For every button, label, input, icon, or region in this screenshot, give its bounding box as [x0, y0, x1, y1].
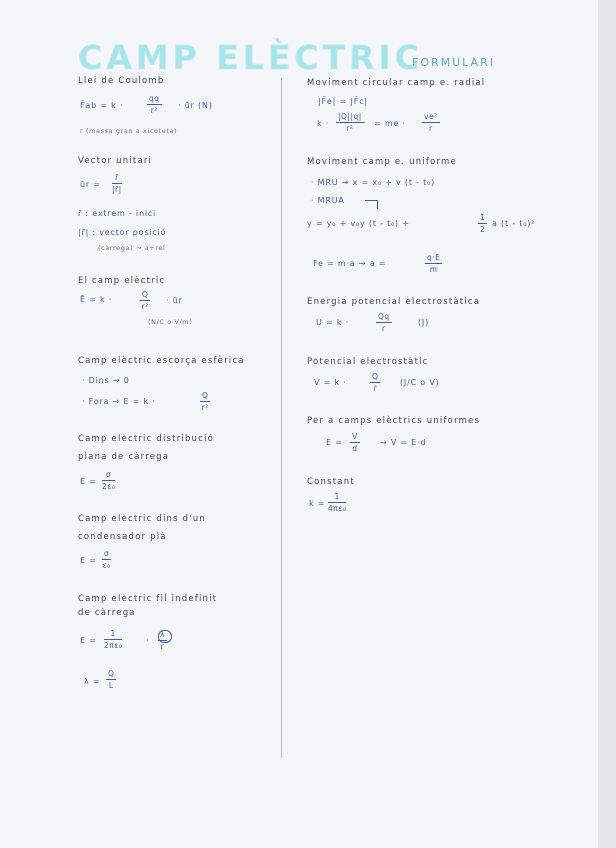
potential-energy-lhs: U = k ·: [316, 318, 349, 327]
constant-lhs: k =: [309, 499, 326, 508]
field-numerator: Q: [142, 290, 149, 299]
potential-energy-heading: Energia potencial electrostàtica: [307, 297, 481, 307]
unit-vector-note-2: |r̄| : vector posició: [78, 228, 167, 237]
uniform-fields-denominator: d: [352, 444, 358, 453]
unit-vector-lhs: ūr =: [80, 180, 101, 189]
potential-fraction: [370, 372, 380, 393]
wire-heading-1: Camp elèctric fil indefinit: [78, 594, 218, 604]
circular-force-equality: |F̄e| = |F̄c|: [318, 97, 368, 106]
potential-heading: Potencial electrostàtic: [307, 357, 429, 367]
lambda-numerator: Q: [108, 669, 115, 678]
uniform-motion-heading: Moviment camp e. uniforme: [307, 157, 457, 167]
coulomb-formula-lhs: F̄ab = k ·: [80, 101, 124, 110]
constant-heading: Constant: [307, 477, 355, 487]
circular-denominator: r²: [346, 124, 354, 133]
capacitor-denominator: ε₀: [102, 561, 111, 570]
wire-heading-2: de càrrega: [78, 608, 136, 618]
acceleration-numerator: q·E: [427, 253, 441, 262]
shell-denominator: r²: [201, 403, 209, 412]
acceleration-denominator: m: [429, 265, 438, 274]
mrua-half-denominator: 2: [480, 225, 486, 234]
wire-dot: ·: [146, 636, 150, 645]
mrua-formula: y = y₀ + v₀y (t - t₀) +: [307, 219, 410, 228]
circular-formula-lhs: k ·: [317, 119, 330, 128]
mrua-arrow-hook: [365, 200, 378, 209]
lambda-fraction: [106, 669, 116, 690]
circular-fraction: [336, 112, 364, 133]
column-divider: [281, 78, 282, 758]
potential-lhs: V = k ·: [314, 378, 347, 387]
shell-outside: · Fora → E = k ·: [82, 397, 156, 406]
capacitor-formula-lhs: E =: [80, 556, 97, 565]
capacitor-heading-1: Camp elèctric dins d'un: [78, 514, 206, 524]
plane-heading-1: Camp elèctric distribució: [78, 434, 214, 444]
uniform-fields-heading: Per a camps elèctrics uniformes: [307, 416, 481, 426]
uniform-fields-tail: → V = E·d: [380, 438, 427, 447]
unit-vector-note-3: (càrrega) → a+rel: [98, 244, 166, 252]
mru-formula: · MRU → x = x₀ + v (t - t₀): [311, 178, 436, 187]
potential-energy-fraction: [376, 312, 392, 333]
constant-fraction: [328, 492, 346, 513]
field-denominator: r²: [141, 302, 149, 311]
constant-numerator: 1: [328, 492, 346, 503]
lambda-formula-lhs: λ =: [84, 677, 101, 686]
shell-heading: Camp elèctric escorça esfèrica: [78, 356, 245, 366]
page-subtitle: FORMULARI: [412, 56, 495, 69]
uniform-fields-lhs: E =: [326, 438, 343, 447]
field-formula-tail: · ūr: [166, 296, 183, 305]
field-fraction: [140, 290, 150, 311]
circular-heading: Moviment circular camp e. radial: [307, 78, 486, 88]
potential-energy-units: (J): [418, 318, 430, 327]
shell-fraction: [200, 391, 210, 412]
plane-numerator: σ: [102, 470, 115, 481]
lambda-denominator: L: [108, 681, 114, 690]
coulomb-formula-tail: · ūr (N): [178, 101, 213, 110]
coulomb-heading: Llei de Coulomb: [78, 76, 165, 86]
capacitor-numerator: σ: [104, 549, 110, 558]
wire-numerator-2: λ: [160, 630, 165, 639]
coulomb-numerator: qq: [149, 94, 160, 103]
newton-formula: Fe = m·a → a =: [313, 259, 387, 268]
wire-denominator-2: r: [160, 642, 165, 651]
mrua-half-numerator: 1: [480, 213, 486, 222]
wire-fraction-2: [158, 630, 167, 651]
plane-heading-2: plana de càrrega: [78, 452, 170, 462]
wire-numerator: 1: [104, 629, 122, 640]
mrua-half-fraction: [478, 213, 487, 234]
circular-fraction-2: [422, 112, 440, 133]
wire-denominator: 2πε₀: [104, 641, 123, 650]
acceleration-fraction: [425, 253, 442, 274]
plane-denominator: 2ε₀: [102, 482, 116, 491]
unit-vector-fraction: [112, 173, 122, 194]
coulomb-fraction: [147, 94, 162, 115]
wire-fraction: [104, 629, 122, 650]
plane-fraction: [102, 470, 115, 491]
constant-denominator: 4πε₀: [328, 504, 347, 513]
scan-edge: [598, 0, 616, 848]
unit-vector-note-1: r̄ : extrem - inici: [78, 209, 157, 218]
uniform-fields-fraction: [350, 432, 360, 453]
plane-formula-lhs: E =: [80, 477, 97, 486]
coulomb-note: r (massa gran a xicoteta): [80, 127, 178, 135]
unit-vector-heading: Vector unitari: [78, 156, 153, 166]
potential-numerator: Q: [372, 372, 379, 381]
mrua-formula-tail: a (t - t₀)²: [492, 219, 536, 228]
capacitor-heading-2: condensador plà: [78, 532, 167, 542]
mrua-label: · MRUA: [311, 196, 345, 205]
potential-energy-numerator: Qq: [378, 312, 390, 321]
potential-energy-denominator: r: [382, 324, 386, 333]
potential-units: (J/C o V): [400, 378, 440, 387]
shell-inside: · Dins → 0: [82, 376, 130, 385]
circular-formula-mid: = me ·: [374, 119, 406, 128]
page-title: CAMP ELÈCTRIC: [78, 38, 424, 77]
coulomb-denominator: r²: [150, 106, 158, 115]
field-heading: El camp elèctric: [78, 276, 166, 286]
circular-numerator-2: ve²: [424, 112, 438, 121]
unit-vector-numerator: r̄: [112, 173, 122, 184]
circular-numerator: |Q||q|: [338, 112, 362, 121]
field-units: (N/C o V/m): [148, 318, 193, 326]
shell-numerator: Q: [202, 391, 209, 400]
unit-vector-denominator: |r̄|: [112, 185, 122, 194]
wire-formula-lhs: E =: [80, 636, 97, 645]
potential-denominator: r: [373, 384, 377, 393]
capacitor-fraction: [102, 549, 111, 570]
uniform-fields-numerator: V: [352, 432, 358, 441]
field-formula-lhs: Ē = k ·: [80, 295, 113, 304]
circular-denominator-2: r: [428, 124, 433, 133]
